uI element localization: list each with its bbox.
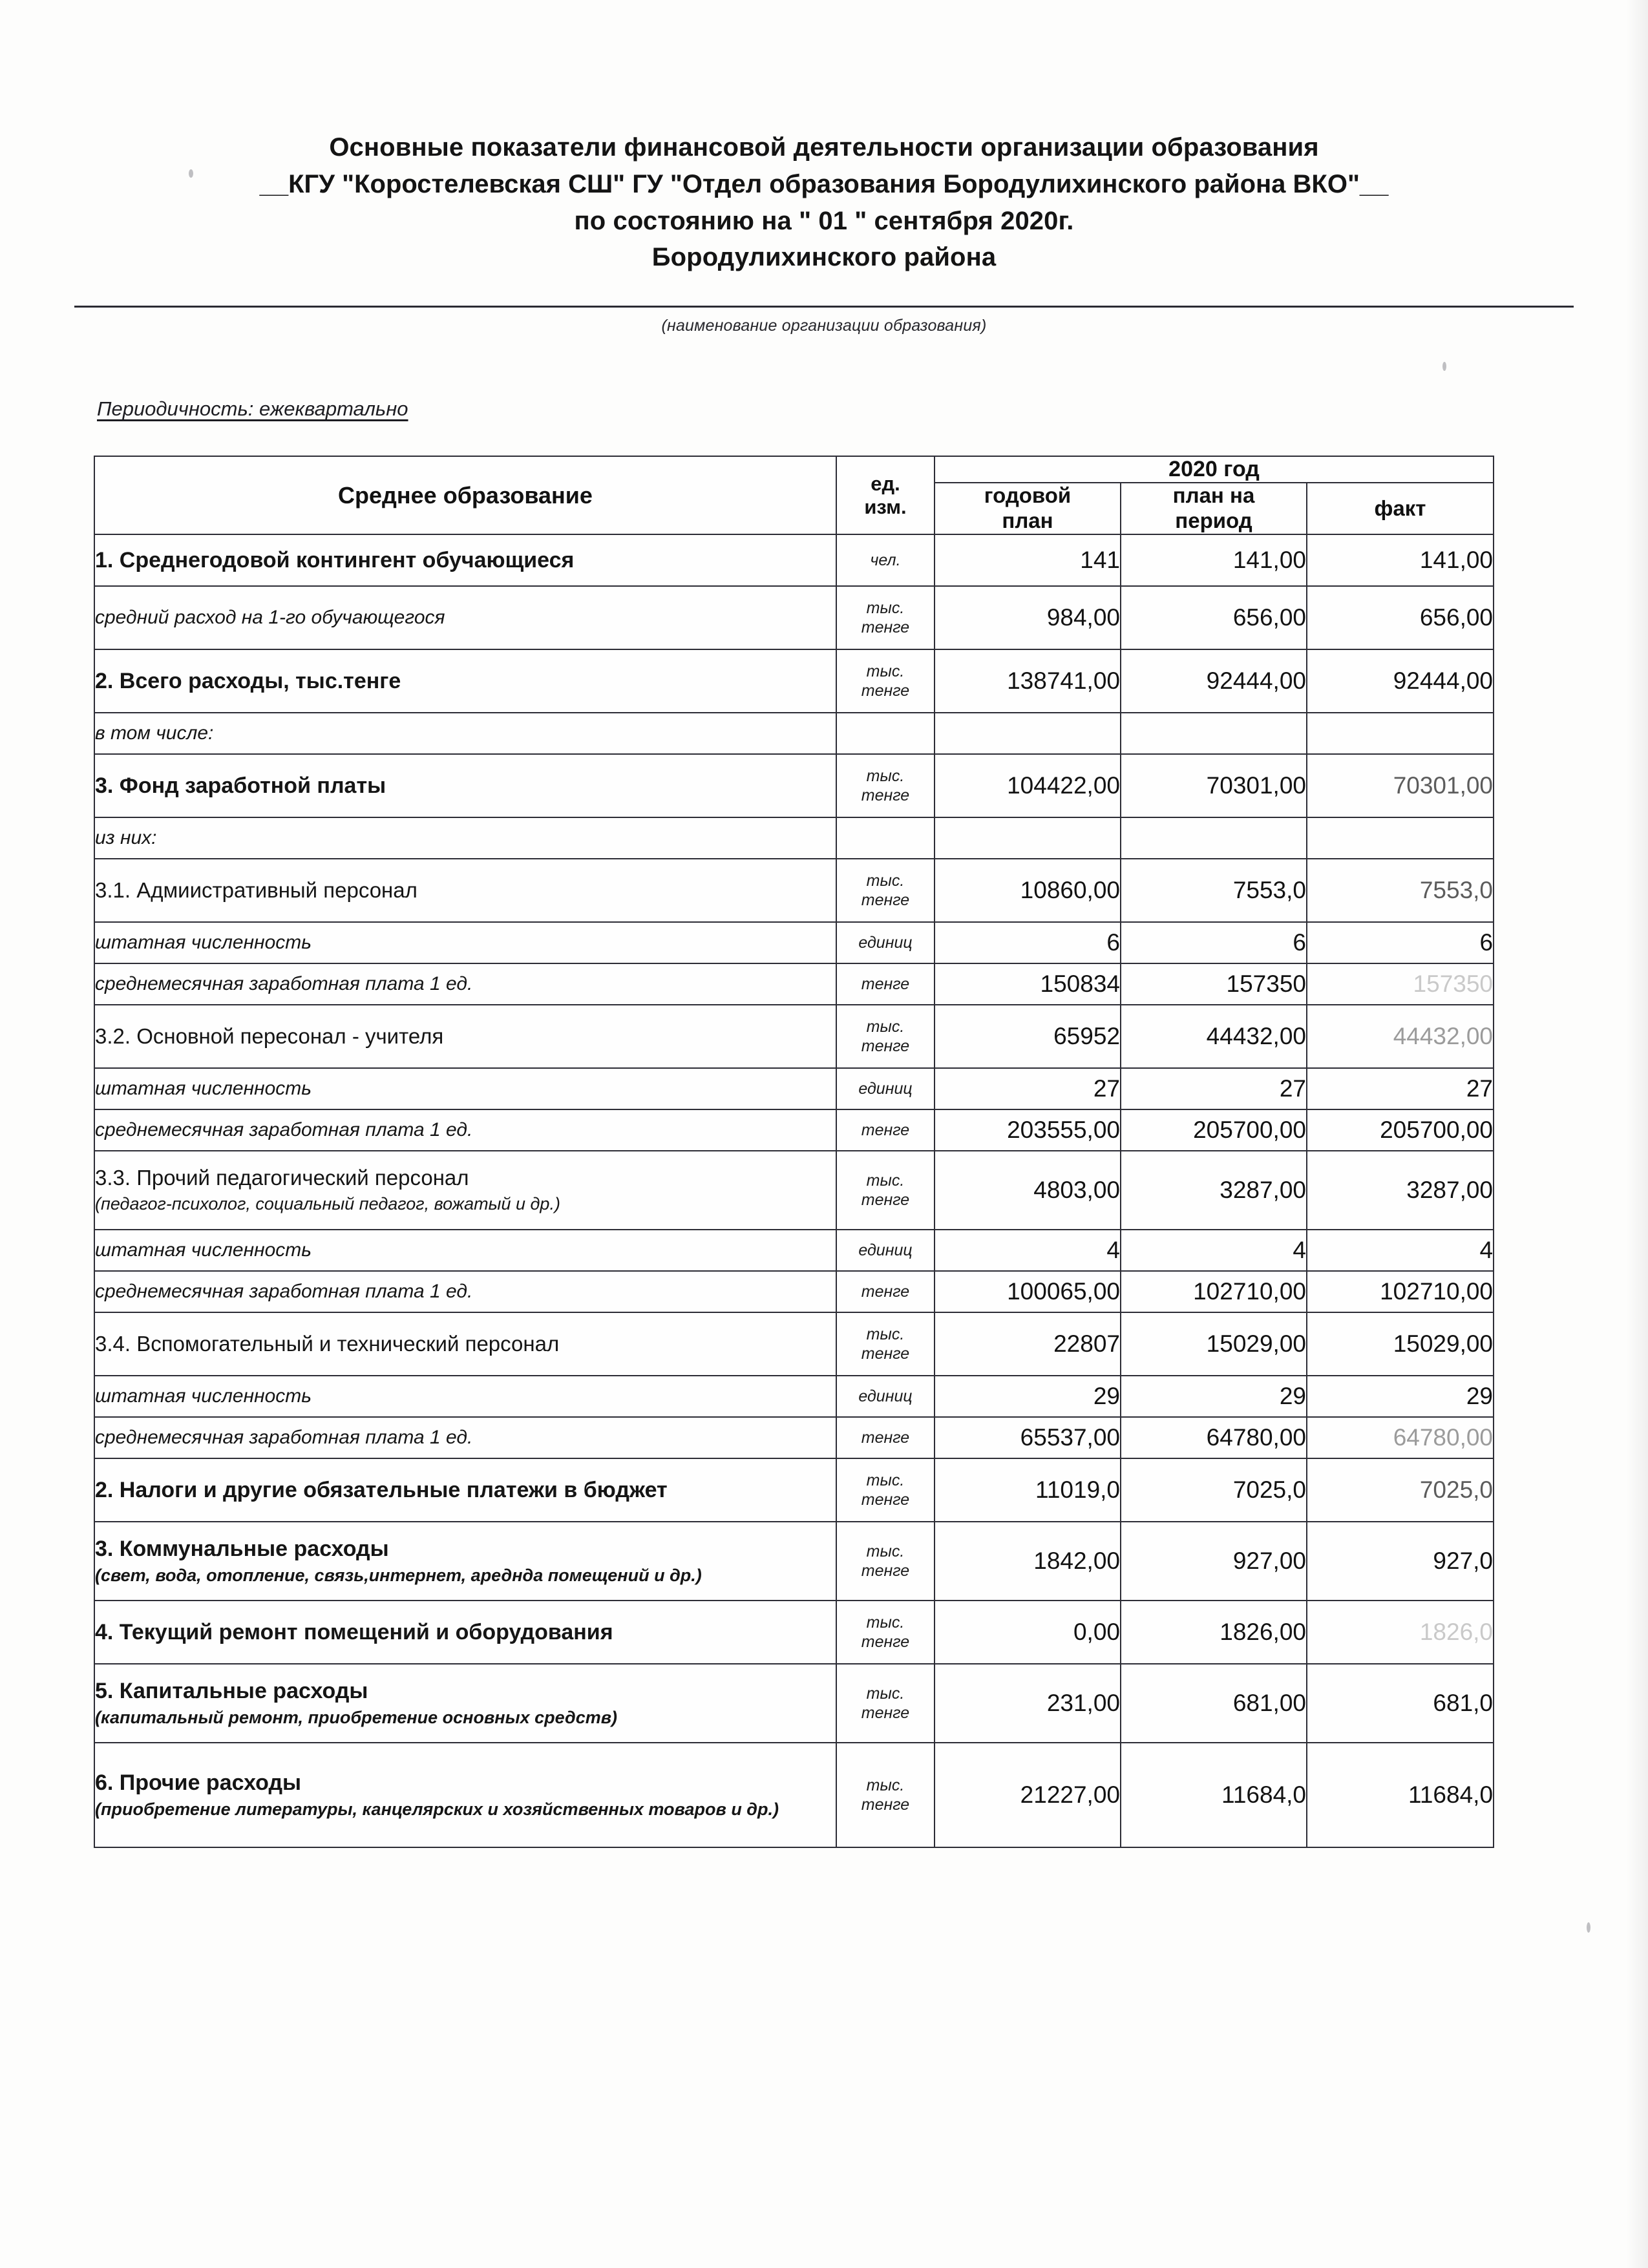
column-header-period-plan-line2: период [1175,509,1252,533]
document-header [0,0,1648,276]
table-row [94,713,1494,754]
table-row [94,754,1494,817]
column-header-name: Среднее образование [94,456,836,534]
row-annual-plan-value: 0,00 [935,1601,1121,1664]
row-fact-value: 141,00 [1307,534,1494,586]
row-label: среднемесячная заработная плата 1 ед. [94,1417,836,1458]
row-unit: тенге [836,1417,935,1458]
row-annual-plan-value [935,817,1121,859]
table-row [94,534,1494,586]
row-label: 3.2. Основной пересонал - учителя [94,1005,836,1068]
row-fact-value: 6 [1307,922,1494,963]
column-header-period-plan [1121,483,1307,534]
row-label: 3. Коммунальные расходы (свет, вода, отопление, связь,интернет, ареднда помещений и др.) [94,1522,836,1601]
organization-name-caption: (наименование организации образования) [661,317,987,335]
row-annual-plan-value: 10860,00 [935,859,1121,922]
row-fact-value: 7553,0 [1307,859,1494,922]
row-label: штатная численность [94,1068,836,1109]
row-annual-plan-value: 65537,00 [935,1417,1121,1458]
title-line-date: по состоянию на " 01 " сентября 2020г. [574,206,1074,235]
table-row [94,649,1494,713]
row-unit: тыс. тенге [836,649,935,713]
row-label: 3. Фонд заработной платы [94,754,836,817]
row-fact-value: 70301,00 [1307,754,1494,817]
table-row [94,1151,1494,1230]
row-unit: тыс. тенге [836,754,935,817]
row-annual-plan-value: 11019,0 [935,1458,1121,1522]
row-annual-plan-value: 4803,00 [935,1151,1121,1230]
row-label: 3.3. Прочий педагогический персонал (педагог-психолог, социальный педагог, вожатый и др.) [94,1151,836,1230]
row-fact-value: 29 [1307,1376,1494,1417]
column-header-year-group: 2020 год [935,456,1494,483]
row-unit: единиц [836,922,935,963]
row-unit: единиц [836,1068,935,1109]
title-line-1: Основные показатели финансовой деятельности организации образования [329,133,1319,162]
row-label-sub: (капитальный ремонт, приобретение основных средств) [95,1707,618,1727]
row-period-plan-value: 4 [1121,1230,1307,1271]
row-period-plan-value: 44432,00 [1121,1005,1307,1068]
row-fact-value: 205700,00 [1307,1109,1494,1151]
row-unit: единиц [836,1376,935,1417]
scan-speck [189,169,193,178]
row-period-plan-value: 205700,00 [1121,1109,1307,1151]
row-fact-value: 11684,0 [1307,1743,1494,1847]
row-label: штатная численность [94,1376,836,1417]
row-label: 3.4. Вспомогательный и технический персонал [94,1312,836,1376]
row-fact-value: 7025,0 [1307,1458,1494,1522]
row-annual-plan-value: 29 [935,1376,1121,1417]
row-unit: тыс. тенге [836,586,935,649]
row-fact-value: 27 [1307,1068,1494,1109]
row-label-sub: (свет, вода, отопление, связь,интернет, ареднда помещений и др.) [95,1565,702,1585]
row-period-plan-value: 656,00 [1121,586,1307,649]
row-period-plan-value: 7553,0 [1121,859,1307,922]
row-fact-value: 656,00 [1307,586,1494,649]
row-fact-value: 64780,00 [1307,1417,1494,1458]
row-period-plan-value [1121,817,1307,859]
row-period-plan-value: 141,00 [1121,534,1307,586]
row-label: 4. Текущий ремонт помещений и оборудования [94,1601,836,1664]
row-period-plan-value: 11684,0 [1121,1743,1307,1847]
table-row [94,1458,1494,1522]
column-header-period-plan-line1: план на [1172,483,1255,508]
table-row [94,1005,1494,1068]
header-divider [74,306,1574,308]
row-annual-plan-value: 984,00 [935,586,1121,649]
row-label: 2. Всего расходы, тыс.тенге [94,649,836,713]
row-unit: тыс. тенге [836,1005,935,1068]
row-unit: тыс. тенге [836,1522,935,1601]
table-row [94,963,1494,1005]
row-unit: единиц [836,1230,935,1271]
row-period-plan-value: 681,00 [1121,1664,1307,1743]
row-unit: тыс. тенге [836,1601,935,1664]
row-period-plan-value: 102710,00 [1121,1271,1307,1312]
row-period-plan-value: 927,00 [1121,1522,1307,1601]
row-label: средний расход на 1-го обучающегося [94,586,836,649]
row-annual-plan-value: 138741,00 [935,649,1121,713]
table-row [94,1230,1494,1271]
row-unit: тыс. тенге [836,1312,935,1376]
title-line-organization: __КГУ "Коростелевская СШ" ГУ "Отдел образования Бородулихинского района ВКО"__ [259,169,1389,198]
row-period-plan-value: 7025,0 [1121,1458,1307,1522]
row-fact-value: 4 [1307,1230,1494,1271]
column-header-fact: факт [1307,483,1494,534]
row-unit: чел. [836,534,935,586]
row-label: 1. Среднегодовой контингент обучающиеся [94,534,836,586]
row-annual-plan-value: 150834 [935,963,1121,1005]
row-fact-value [1307,817,1494,859]
row-annual-plan-value: 27 [935,1068,1121,1109]
row-label: 3.1. Адмиистративный персонал [94,859,836,922]
title-line-district: Бородулихинского района [651,243,997,272]
row-fact-value: 102710,00 [1307,1271,1494,1312]
table-row [94,1271,1494,1312]
row-fact-value: 15029,00 [1307,1312,1494,1376]
row-period-plan-value: 64780,00 [1121,1417,1307,1458]
row-label: 5. Капитальные расходы (капитальный ремонт, приобретение основных средств) [94,1664,836,1743]
table-row [94,1601,1494,1664]
row-unit: тыс. тенге [836,859,935,922]
row-period-plan-value: 15029,00 [1121,1312,1307,1376]
table-row [94,1376,1494,1417]
column-header-annual-plan-line1: годовой [984,483,1072,508]
column-header-unit-line2: изм. [864,495,907,518]
row-period-plan-value [1121,713,1307,754]
scan-speck [1442,362,1446,371]
row-annual-plan-value [935,713,1121,754]
row-annual-plan-value: 100065,00 [935,1271,1121,1312]
table-row [94,1522,1494,1601]
row-fact-value: 44432,00 [1307,1005,1494,1068]
table-row [94,1068,1494,1109]
row-annual-plan-value: 104422,00 [935,754,1121,817]
column-header-unit [836,456,935,534]
row-annual-plan-value: 21227,00 [935,1743,1121,1847]
row-label: штатная численность [94,922,836,963]
row-unit: тыс. тенге [836,1151,935,1230]
row-label: среднемесячная заработная плата 1 ед. [94,963,836,1005]
row-fact-value: 1826,0 [1307,1601,1494,1664]
row-unit [836,713,935,754]
table-row [94,1664,1494,1743]
row-label: в том числе: [94,713,836,754]
header-divider-wrap [0,306,1648,335]
column-header-annual-plan-line2: план [1002,509,1053,533]
table-row [94,922,1494,963]
row-period-plan-value: 92444,00 [1121,649,1307,713]
row-period-plan-value: 27 [1121,1068,1307,1109]
table-row [94,859,1494,922]
row-period-plan-value: 70301,00 [1121,754,1307,817]
row-annual-plan-value: 65952 [935,1005,1121,1068]
row-unit: тенге [836,1109,935,1151]
row-label-sub: (педагог-психолог, социальный педагог, вожатый и др.) [95,1193,560,1213]
row-fact-value: 157350 [1307,963,1494,1005]
column-header-annual-plan [935,483,1121,534]
table-row [94,817,1494,859]
row-label-sub: (приобретение литературы, канцелярских и хозяйственных товаров и др.) [95,1799,779,1819]
row-label: из них: [94,817,836,859]
column-header-unit-line1: ед. [871,472,900,495]
row-label: 6. Прочие расходы (приобретение литературы, канцелярских и хозяйственных товаров и др.) [94,1743,836,1847]
periodicity-label: Периодичность: ежеквартально [97,397,408,421]
table-row [94,1312,1494,1376]
row-label: 2. Налоги и другие обязательные платежи в бюджет [94,1458,836,1522]
table-row [94,1109,1494,1151]
row-annual-plan-value: 4 [935,1230,1121,1271]
row-unit: тенге [836,1271,935,1312]
row-period-plan-value: 6 [1121,922,1307,963]
row-period-plan-value: 3287,00 [1121,1151,1307,1230]
row-fact-value: 927,0 [1307,1522,1494,1601]
table-body [94,534,1494,1847]
row-annual-plan-value: 231,00 [935,1664,1121,1743]
row-unit: тыс. тенге [836,1743,935,1847]
table-row [94,1417,1494,1458]
scan-speck [1587,1922,1590,1933]
row-label: среднемесячная заработная плата 1 ед. [94,1109,836,1151]
row-unit: тыс. тенге [836,1664,935,1743]
row-annual-plan-value: 203555,00 [935,1109,1121,1151]
row-period-plan-value: 29 [1121,1376,1307,1417]
row-unit: тенге [836,963,935,1005]
row-fact-value: 681,0 [1307,1664,1494,1743]
row-fact-value: 92444,00 [1307,649,1494,713]
header-row-top [94,456,1494,483]
row-annual-plan-value: 6 [935,922,1121,963]
row-label: штатная численность [94,1230,836,1271]
financial-table-wrap [94,456,1493,1848]
row-fact-value [1307,713,1494,754]
table-head [94,456,1494,534]
row-label: среднемесячная заработная плата 1 ед. [94,1271,836,1312]
row-unit [836,817,935,859]
row-annual-plan-value: 22807 [935,1312,1121,1376]
row-period-plan-value: 1826,00 [1121,1601,1307,1664]
financial-indicators-table [94,456,1494,1848]
table-row [94,1743,1494,1847]
row-period-plan-value: 157350 [1121,963,1307,1005]
table-row [94,586,1494,649]
row-fact-value: 3287,00 [1307,1151,1494,1230]
row-annual-plan-value: 141 [935,534,1121,586]
row-unit: тыс. тенге [836,1458,935,1522]
row-annual-plan-value: 1842,00 [935,1522,1121,1601]
